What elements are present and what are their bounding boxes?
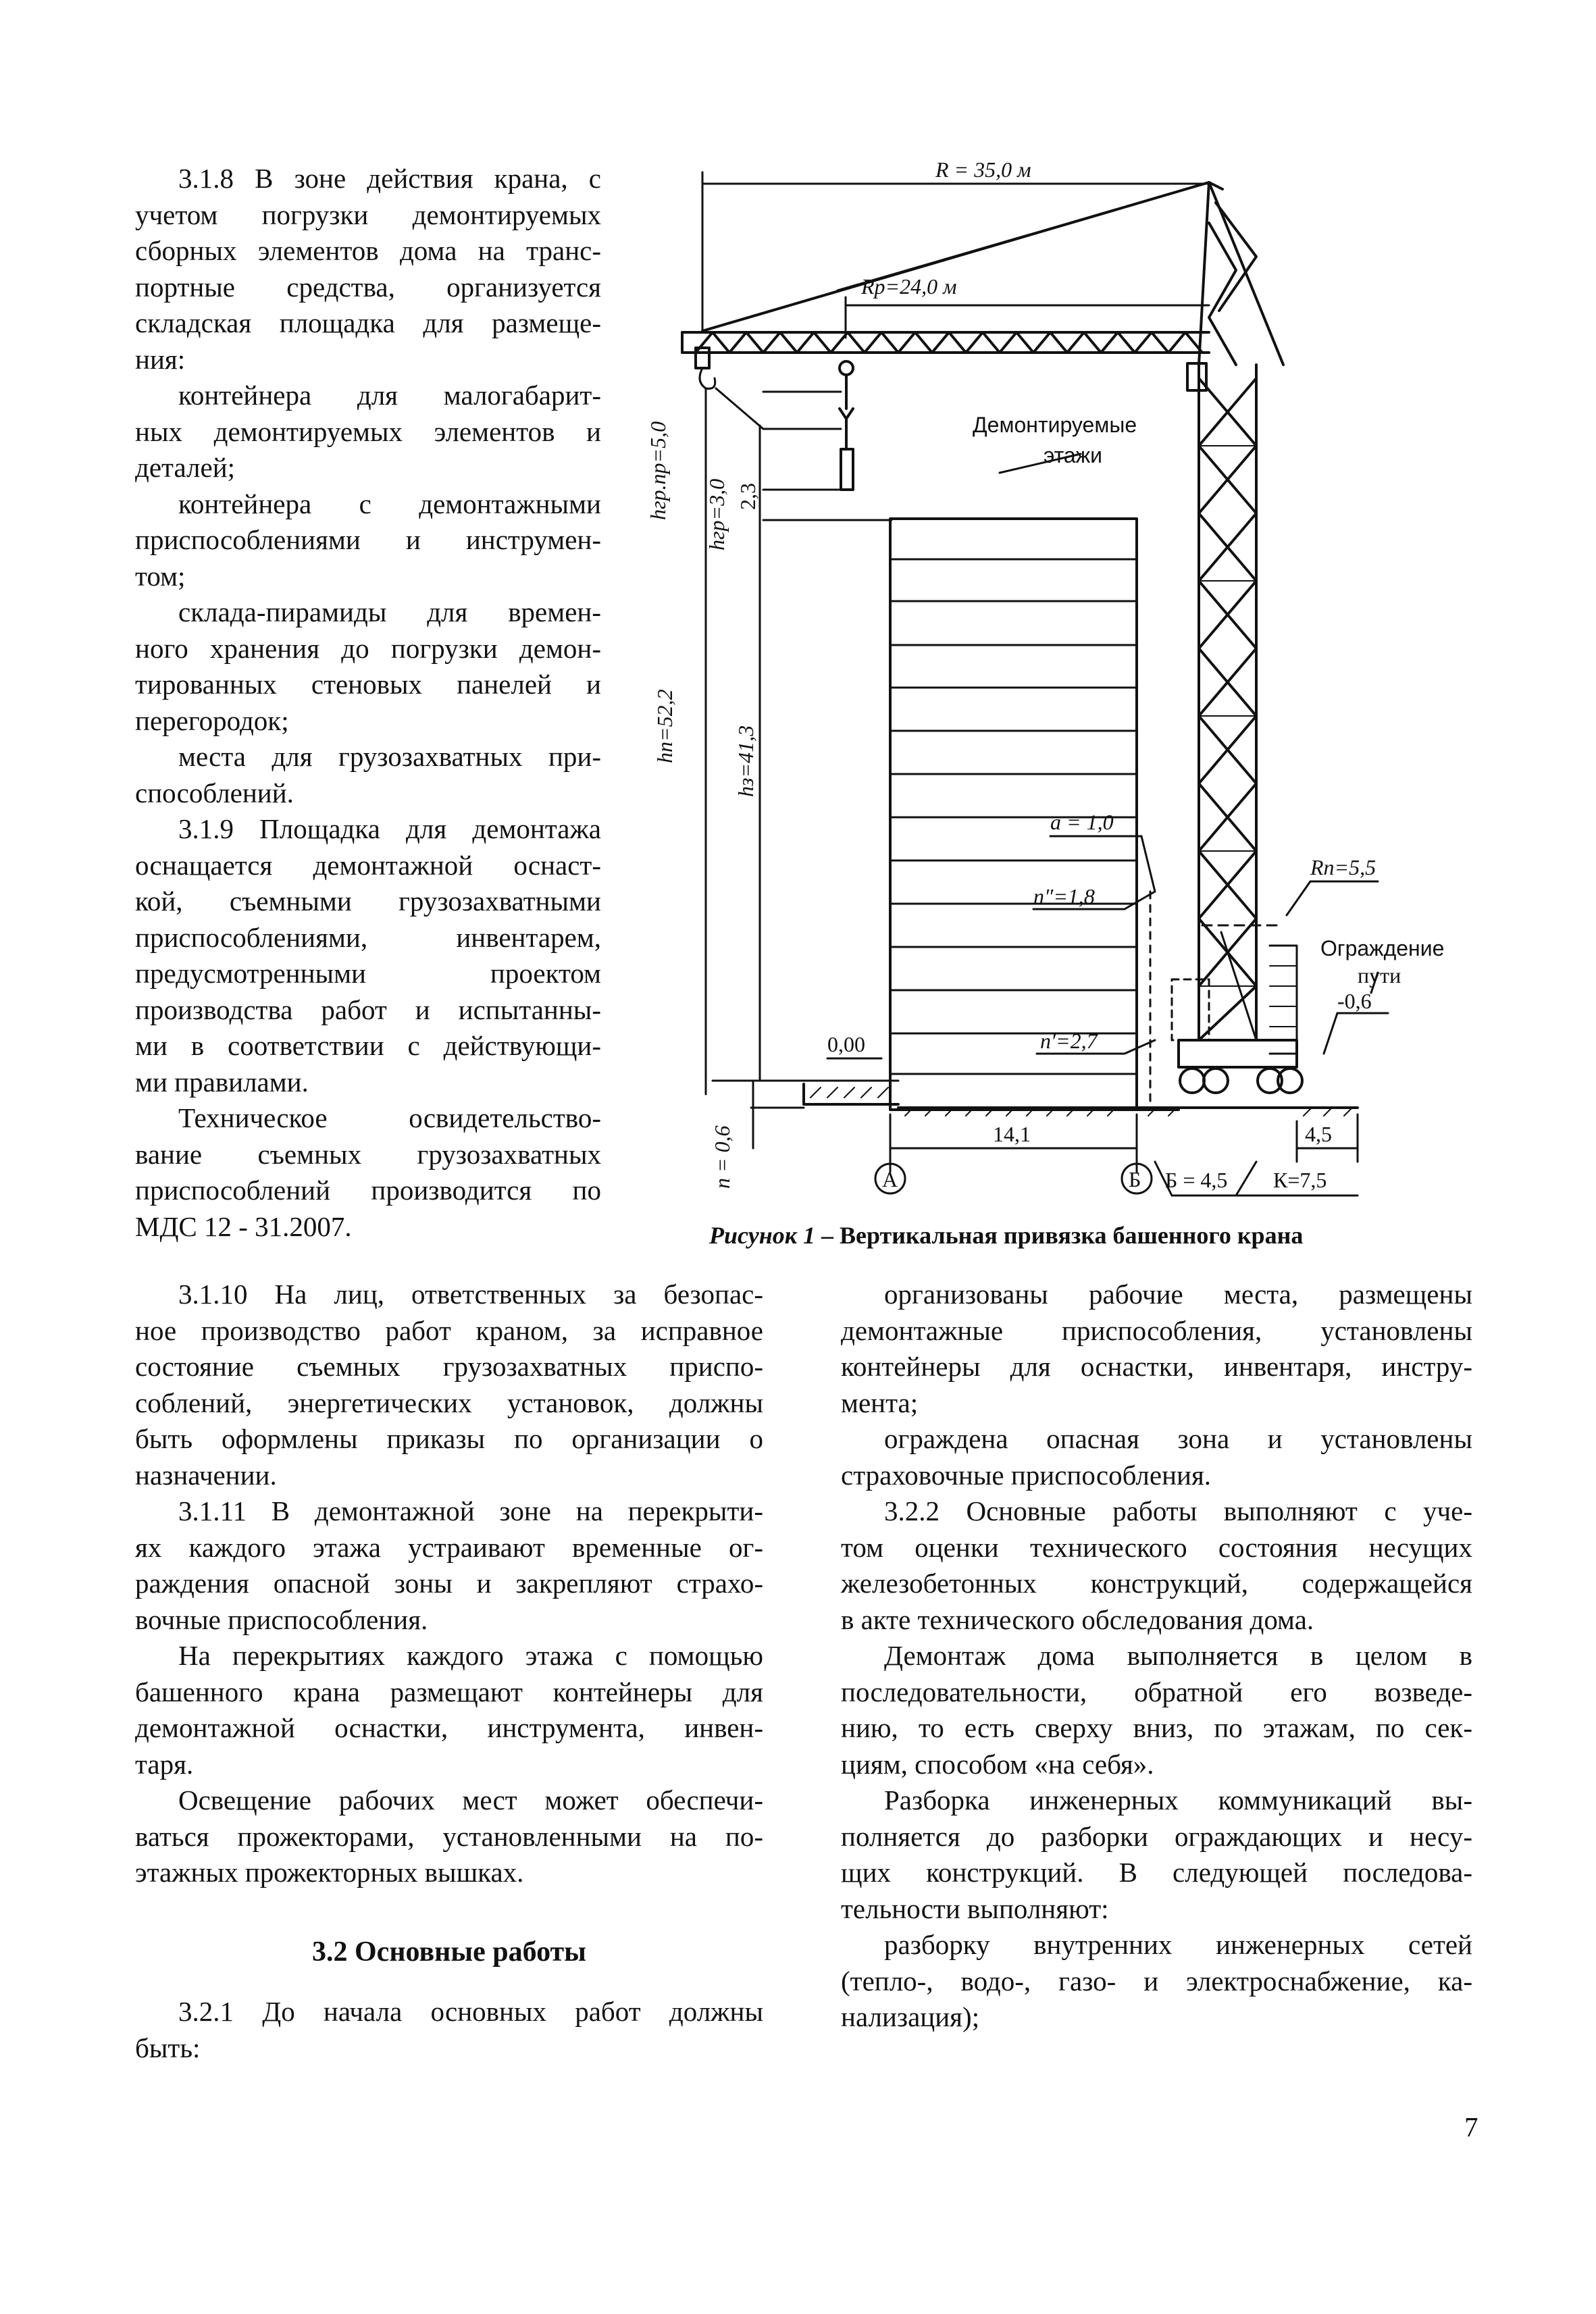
text-line: Разборка инженерных коммуникаций вы- xyxy=(884,1784,1472,1816)
label-axis-a: А xyxy=(882,1167,898,1191)
text-line: быть оформлены приказы по организации о xyxy=(135,1423,763,1454)
text-line: страховочные приспособления. xyxy=(841,1459,1212,1491)
text-line: учетом погрузки демонтируемых xyxy=(135,199,601,230)
text-line: соблений, энергетических установок, должны xyxy=(135,1387,763,1418)
text-line: деталей; xyxy=(135,452,236,483)
text-line: таря. xyxy=(135,1748,194,1780)
text-line: перегородок; xyxy=(135,704,289,736)
label-n1: n′=2,7 xyxy=(1040,1029,1098,1053)
text-line: На перекрытиях каждого этажа с помощью xyxy=(178,1640,763,1671)
text-line: мента; xyxy=(841,1387,919,1418)
label-dim-141: 14,1 xyxy=(993,1122,1031,1146)
text-line: назначении. xyxy=(135,1459,277,1491)
crane-hook xyxy=(840,361,853,490)
label-h-gr-pr: hгр.пр=5,0 xyxy=(646,421,670,520)
text-line: предусмотренными проектом xyxy=(135,958,601,989)
text-line: способлений. xyxy=(135,777,294,808)
tower-mast xyxy=(1187,363,1256,1040)
text-line: МДС 12 - 31.2007. xyxy=(135,1210,352,1242)
label-h-gr: hгр=3,0 xyxy=(704,478,729,550)
text-line: приспособлений производится по xyxy=(135,1175,601,1206)
text-line: демонтажные приспособления, установлены xyxy=(841,1314,1472,1346)
text-line: оснащается демонтажной оснаст- xyxy=(135,849,601,881)
text-line: 3.2.2 Основные работы выполняют с уче- xyxy=(884,1495,1472,1526)
text-line: ное производство работ краном, за исправное xyxy=(135,1314,763,1346)
text-line: раждения опасной зоны и закрепляют страхо- xyxy=(135,1568,763,1599)
label-level-000: 0,00 xyxy=(827,1032,865,1056)
text-line: места для грузозахватных при- xyxy=(178,741,601,772)
label-rp: Rр=24,0 м xyxy=(861,274,957,299)
label-h-z: hз=41,3 xyxy=(733,725,758,797)
text-line: демонтажной оснастки, инструмента, инвен- xyxy=(135,1712,763,1743)
left-bottom-text xyxy=(135,1277,763,1891)
label-dismantled-floors: Демонтируемые xyxy=(973,413,1137,437)
text-line: том; xyxy=(135,560,186,592)
text-line: портные средства, организуется xyxy=(135,271,601,303)
label-a: a = 1,0 xyxy=(1050,810,1114,834)
text-line: 3.2.1 До начала основных работ должны xyxy=(178,1996,763,2027)
text-line: разборку внутренних инженерных сетей xyxy=(884,1929,1472,1960)
label-axis-b: Б xyxy=(1129,1167,1141,1191)
text-line: Техническое освидетельство- xyxy=(178,1102,601,1133)
text-line: нию, то есть сверху вниз, по этажам, по сек- xyxy=(841,1712,1472,1743)
text-line: ми правилами. xyxy=(135,1066,309,1098)
label-k75: К=7,5 xyxy=(1273,1168,1327,1192)
figure-caption-text: Вертикальная привязка башенного крана xyxy=(839,1222,1304,1249)
text-line: состояние съемных грузозахватных приспо- xyxy=(135,1351,763,1382)
text-line: Освещение рабочих мест может обеспечи- xyxy=(178,1784,763,1816)
text-line: 3.1.9 Площадка для демонтажа xyxy=(178,813,601,844)
text-line: ных демонтируемых элементов и xyxy=(135,415,601,447)
text-line: ного хранения до погрузки демон- xyxy=(135,632,601,664)
text-line: склада-пирамиды для времен- xyxy=(178,596,601,627)
label-dim-45: 4,5 xyxy=(1305,1122,1332,1146)
text-line: ях каждого этажа устраивают временные ог- xyxy=(135,1531,763,1563)
text-line: ния: xyxy=(135,343,186,375)
figure-caption-label: Рисунок 1 xyxy=(709,1222,815,1249)
tower-head xyxy=(1199,182,1283,365)
crane-base xyxy=(1172,932,1302,1093)
section-heading: 3.2 Основные работы xyxy=(312,1936,586,1968)
figure-caption-dash: – xyxy=(815,1222,840,1249)
text-line: контейнера с демонтажными xyxy=(178,488,601,519)
label-fence: Ограждение xyxy=(1320,936,1445,960)
text-line: 3.1.10 На лиц, ответственных за безопас- xyxy=(178,1279,763,1310)
text-line: Демонтаж дома выполняется в целом в xyxy=(884,1640,1472,1671)
text-line: организованы рабочие места, размещены xyxy=(884,1279,1472,1310)
label-h-p: hп=52,2 xyxy=(652,689,677,763)
label-rn: Rп=5,5 xyxy=(1310,855,1376,879)
text-line: сборных элементов дома на транс- xyxy=(135,235,601,266)
text-line: приспособлениями, инвентарем, xyxy=(135,921,601,953)
text-line: том оценки технического состояния несущих xyxy=(841,1531,1472,1563)
text-line: вочные приспособления. xyxy=(135,1603,428,1635)
text-line: вание съемных грузозахватных xyxy=(135,1138,601,1170)
text-line: тельности выполняют: xyxy=(841,1893,1109,1924)
label-n: n = 0,6 xyxy=(710,1125,734,1189)
label-b45: Б = 4,5 xyxy=(1165,1168,1228,1192)
page-number: 7 xyxy=(1464,2111,1478,2142)
text-line: в акте технического обследования дома. xyxy=(841,1603,1314,1635)
text-line: тированных стеновых панелей и xyxy=(135,669,601,700)
text-line: быть: xyxy=(135,2032,201,2063)
text-line: (тепло-, водо-, газо- и электроснабжение, ка- xyxy=(841,1965,1472,1997)
text-line: ваться прожекторами, установленными на по- xyxy=(135,1820,763,1852)
text-line: циям, способом «на себя». xyxy=(841,1748,1154,1780)
label-dismantled-floors-2: этажи xyxy=(1044,443,1102,467)
text-line: этажных прожекторных вышках. xyxy=(135,1857,524,1888)
text-line: кой, съемными грузозахватными xyxy=(135,885,601,917)
text-line: ми в соответствии с действующи- xyxy=(135,1030,601,1061)
text-line: 3.1.8 В зоне действия крана, с xyxy=(178,163,601,194)
text-line: щих конструкций. В следующей последова- xyxy=(841,1857,1472,1888)
label-dim-23: 2,3 xyxy=(736,483,760,510)
text-line: контейнеры для оснастки, инвентаря, инстру- xyxy=(841,1351,1472,1382)
text-line: производства работ и испытанны- xyxy=(135,994,601,1025)
text-line: железобетонных конструкций, содержащейся xyxy=(841,1568,1472,1599)
label-level-m06: -0,6 xyxy=(1337,989,1372,1013)
label-n2: n″=1,8 xyxy=(1033,884,1095,908)
right-column-text xyxy=(841,1277,1472,2036)
label-fence-2: пути xyxy=(1358,963,1401,987)
text-line: нализация); xyxy=(841,2001,980,2032)
figure-caption xyxy=(709,1221,1452,1250)
text-line: контейнера для малогабарит- xyxy=(178,380,601,411)
label-r: R = 35,0 м xyxy=(935,157,1031,182)
text-line: 3.1.11 В демонтажной зоне на перекрыти- xyxy=(178,1495,763,1526)
text-line: последовательности, обратной его возведе- xyxy=(841,1676,1472,1707)
text-line: полняется до разборки ограждающих и несу- xyxy=(841,1820,1472,1852)
text-line: башенного крана размещают контейнеры для xyxy=(135,1676,763,1707)
left-after-heading-text xyxy=(135,1994,763,2066)
text-line: ограждена опасная зона и установлены xyxy=(884,1423,1472,1454)
text-line: складская площадка для размеще- xyxy=(135,307,601,338)
text-line: приспособлениями и инструмен- xyxy=(135,524,601,555)
